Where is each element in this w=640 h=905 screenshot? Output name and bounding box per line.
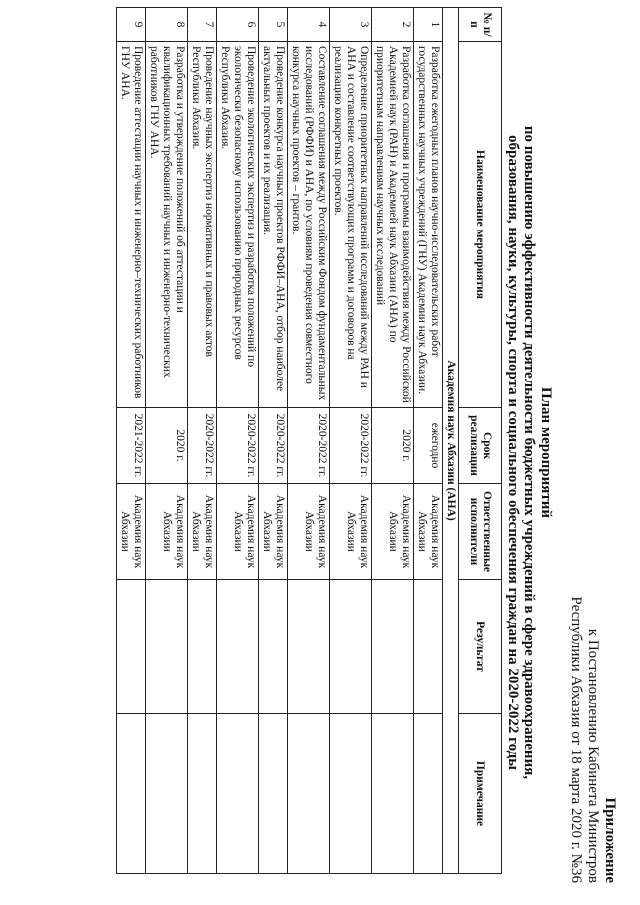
row-name: Составление соглашения между Российским Фондом фундаментальных исследований (РФФИ) и АНА, по условиям проведения совместного конкурса научных проектов – грантов. [288,42,330,408]
row-responsible: Академия наук Абхазии [372,484,414,580]
column-header-num: № п/п [459,8,502,42]
table-row [259,8,288,874]
column-header-term: Срок реализации [459,408,502,484]
row-note [414,714,443,874]
row-term: 2020-2022 гг. [259,408,288,484]
document-title [505,0,554,905]
title-line-2: по повышению эффективности деятельности бюджетных учреждений в сфере здравоохранения, [521,125,537,780]
row-term: 2020-2022 гг. [330,408,372,484]
table-row [146,8,188,874]
row-responsible: Академия наук Абхазии [146,484,188,580]
row-result [414,580,443,714]
row-responsible: Академия наук Абхазии [217,484,259,580]
plan-table [116,7,502,874]
title-line-1: План мероприятий [538,386,554,519]
row-responsible: Академия наук Абхазии [117,484,146,580]
row-num: 8 [146,8,188,42]
row-result [259,580,288,714]
row-name: Разработка соглашения и программы взаимодействия между Российской Академией наук (РАН) и Академией наук Абхазии (АНА) по приоритетным направлениям научных исследований [372,42,414,408]
row-term: 2020-2022 гг. [188,408,217,484]
row-name: Определение приоритетных направлений исследований между РАН и АНА и составление соответствующих программ и договоров на реализацию конкретных проектов. [330,42,372,408]
row-term: ежегодно [414,408,443,484]
row-note [288,714,330,874]
row-num: 7 [188,8,217,42]
section-title: Академия наук Абхазии (АНА) [443,8,459,874]
row-note [330,714,372,874]
row-note [217,714,259,874]
row-name: Разработка ежегодных планов научно-исследовательских работ государственных научных учреждений (ГНУ) Академии наук Абхазии. [414,42,443,408]
row-responsible: Академия наук Абхазии [188,484,217,580]
row-name: Проведение научных экспертиз нормативных и правовых актов Республики Абхазия. [188,42,217,408]
row-responsible: Академия наук Абхазии [330,484,372,580]
appendix-header [567,596,618,883]
row-num: 2 [372,8,414,42]
section-row [443,8,459,874]
table-row [188,8,217,874]
row-responsible: Академия наук Абхазии [414,484,443,580]
column-header-name: Наименование мероприятия [459,42,502,408]
row-result [146,580,188,714]
row-num: 9 [117,8,146,42]
row-num: 6 [217,8,259,42]
title-line-3: образования, науки, культуры, спорта и социального обеспечения граждан на 2020-2022 годы [505,135,521,770]
row-num: 5 [259,8,288,42]
row-name: Проведение экологических экспертиз и разработка положений по экологически безопасному использованию природных ресурсов Республики Абхазия. [217,42,259,408]
row-num: 3 [330,8,372,42]
column-header-result: Результат [459,580,502,714]
row-result [372,580,414,714]
row-result [117,580,146,714]
row-name: Проведение конкурса научных проектов РФФИ–АНА, отбор наиболее актуальных проектов и их реализация. [259,42,288,408]
row-term: 2020-2022 гг. [217,408,259,484]
table-row [330,8,372,874]
row-name: Разработка и утверждение положений об аттестации и квалификационных требований научных и инженерно-технических работников ГНУ АНА. [146,42,188,408]
row-name: Проведение аттестации научных и инженерно–технических работников ГНУ АНА. [117,42,146,408]
row-num: 1 [414,8,443,42]
table-row [372,8,414,874]
row-num: 4 [288,8,330,42]
column-header-responsible: Ответственные исполнители [459,484,502,580]
row-note [188,714,217,874]
row-term: 2020-2022 гг. [288,408,330,484]
appendix-date-line: Республики Абхазия от 18 марта 2020 г. №36 [568,596,584,883]
row-note [259,714,288,874]
row-responsible: Академия наук Абхазии [259,484,288,580]
row-result [288,580,330,714]
column-header-note: Примечание [459,714,502,874]
table-row [288,8,330,874]
table-row [414,8,443,874]
row-result [330,580,372,714]
row-result [188,580,217,714]
table-row [217,8,259,874]
row-note [372,714,414,874]
table-row [117,8,146,874]
appendix-label: Приложение [602,797,618,883]
row-term: 2020 г. [146,408,188,484]
row-note [146,714,188,874]
table-header-row [459,8,502,874]
row-result [217,580,259,714]
row-term: 2020 г. [372,408,414,484]
appendix-decree-line: к Постановлению Кабинета Министров [585,628,601,883]
row-responsible: Академия наук Абхазии [288,484,330,580]
row-note [117,714,146,874]
row-term: 2021-2022 гг. [117,408,146,484]
